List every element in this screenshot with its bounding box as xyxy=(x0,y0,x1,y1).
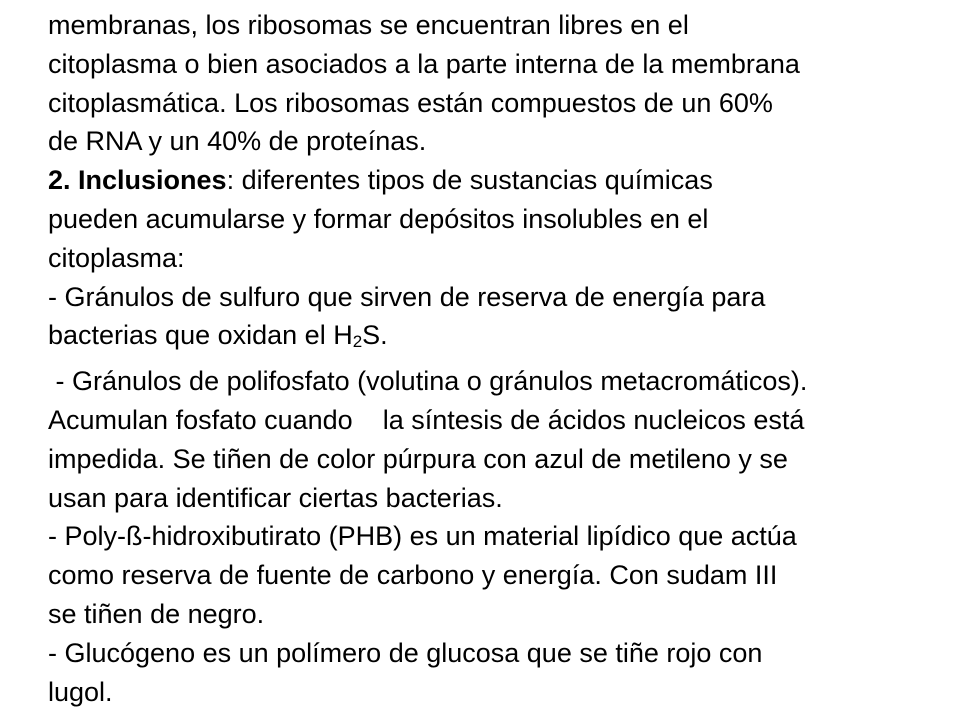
text-line: de RNA y un 40% de proteínas. xyxy=(48,126,427,157)
text-line: usan para identificar ciertas bacterias. xyxy=(48,482,503,513)
text-line: citoplasmática. Los ribosomas están compuestos de un 60% xyxy=(48,87,773,118)
text-line: Acumulan fosfato cuando la síntesis de ácidos nucleicos está xyxy=(48,404,805,435)
text-line: - Poly-ß-hidroxibutirato (PHB) es un material lipídico que actúa xyxy=(48,521,797,552)
inclusiones-heading-line xyxy=(48,161,948,200)
text-line: citoplasma o bien asociados a la parte interna de la membrana xyxy=(48,48,800,79)
slide-text-body xyxy=(48,6,948,711)
text-line: - Gránulos de sulfuro que sirven de reserva de energía para xyxy=(48,281,766,312)
text-fragment: S. xyxy=(362,320,388,351)
text-line: como reserva de fuente de carbono y energía. Con sudam III xyxy=(48,560,778,591)
text-line: - Glucógeno es un polímero de glucosa que se tiñe rojo con xyxy=(48,637,763,668)
h2s-line xyxy=(48,316,948,362)
inclusiones-heading: 2. Inclusiones xyxy=(48,165,227,196)
text-line: lugol. xyxy=(48,676,113,707)
subscript: 2 xyxy=(352,332,363,352)
text-fragment: bacterias que oxidan el H xyxy=(48,320,353,351)
text-line: pueden acumularse y formar depósitos insolubles en el xyxy=(48,203,709,234)
text-line: se tiñen de negro. xyxy=(48,598,265,629)
text-line: - Gránulos de polifosfato (volutina o gránulos metacromáticos). xyxy=(48,366,808,397)
text-line: membranas, los ribosomas se encuentran libres en el xyxy=(48,10,689,40)
text-line: citoplasma: xyxy=(48,242,185,273)
text-line: impedida. Se tiñen de color púrpura con azul de metileno y se xyxy=(48,443,788,474)
text-fragment: : diferentes tipos de sustancias químicas xyxy=(226,165,713,196)
